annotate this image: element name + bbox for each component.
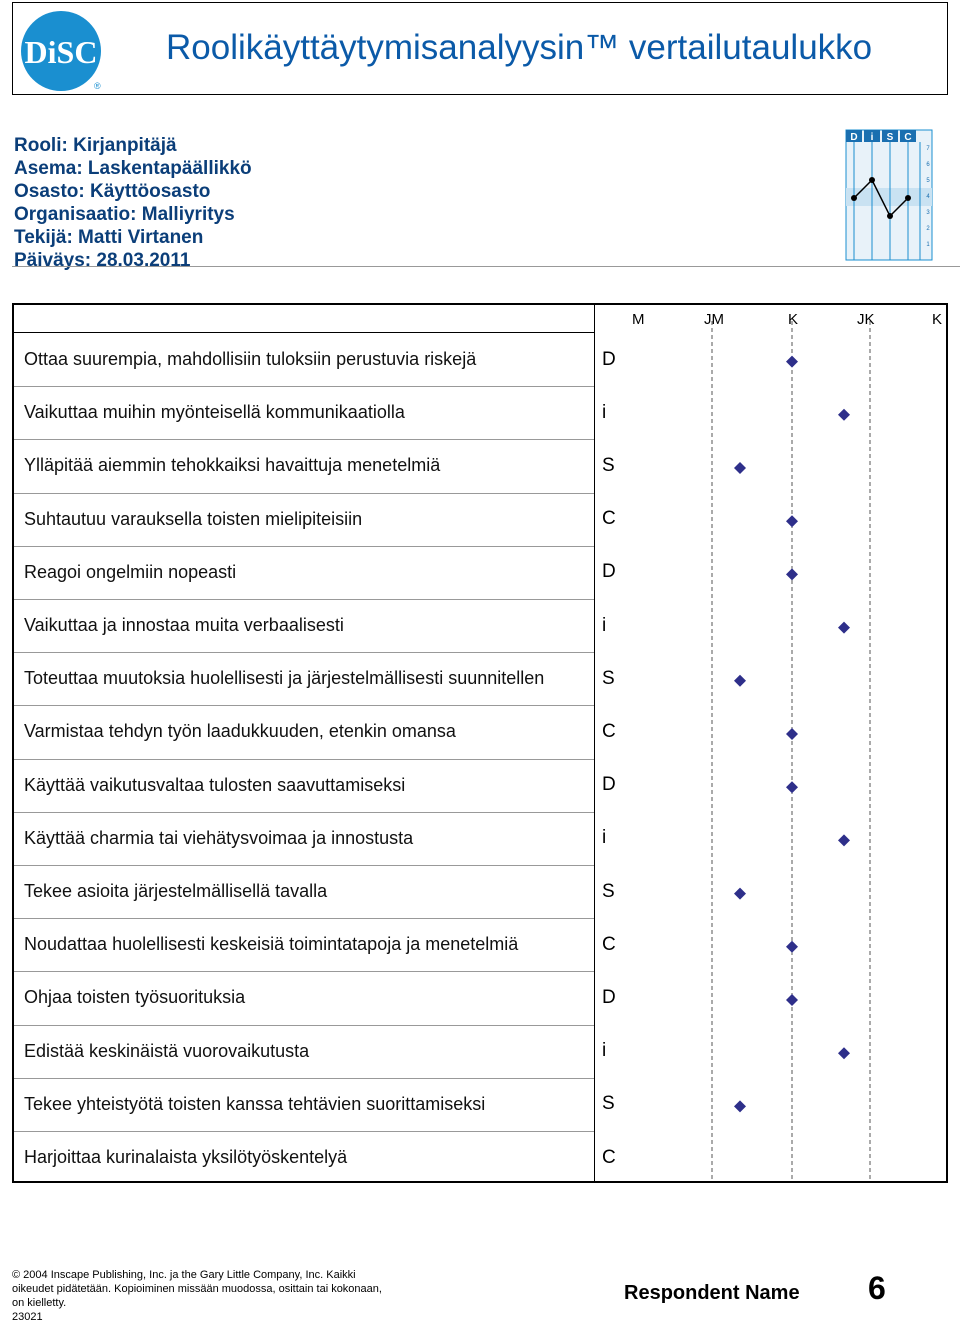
row-statement: Harjoittaa kurinalaista yksilötyöskentelyä <box>24 1147 348 1167</box>
table-row <box>14 759 616 812</box>
row-statement: Ylläpitää aiemmin tehokkaiksi havaittuja menetelmiä <box>24 455 441 476</box>
row-statement: Reagoi ongelmiin nopeasti <box>24 561 237 582</box>
department-line: Osasto: Käyttöosasto <box>14 181 211 202</box>
table-row <box>14 439 615 492</box>
row-disc-letter: D <box>602 774 616 796</box>
rating-marker <box>786 941 798 953</box>
row-disc-letter: D <box>602 986 616 1008</box>
rating-marker <box>838 834 850 846</box>
document-code: 23021 <box>12 1311 43 1323</box>
table-row <box>14 493 616 546</box>
rating-marker <box>786 994 798 1006</box>
table-row <box>14 705 616 758</box>
mini-scale-7: 7 <box>926 146 930 152</box>
copyright-text: © 2004 Inscape Publishing, Inc. ja the Gary Little Company, Inc. Kaikki oikeudet pidätetään. Kopioiminen missään muodossa, osittain tai kokonaan, on kielletty. <box>12 1269 382 1309</box>
copyright-note <box>12 1268 382 1324</box>
rating-marker <box>786 728 798 740</box>
row-disc-letter: S <box>602 1093 615 1115</box>
scale-label-k: K <box>788 311 799 328</box>
table-row <box>14 1078 615 1131</box>
scale-label-m: M <box>632 311 645 328</box>
respondent-name: Respondent Name <box>624 1282 800 1304</box>
author-line: Tekijä: Matti Virtanen <box>14 227 204 248</box>
row-statement: Vaikuttaa muihin myönteisellä kommunikaatiolla <box>24 402 405 423</box>
page-number: 6 <box>868 1270 886 1306</box>
row-disc-letter: C <box>602 933 616 955</box>
row-disc-letter: C <box>602 508 616 530</box>
row-statement: Käyttää vaikutusvaltaa tulosten saavuttamiseksi <box>24 774 406 795</box>
mini-scale-6: 6 <box>926 162 930 168</box>
row-disc-letter: S <box>602 454 615 476</box>
rating-marker <box>786 515 798 527</box>
row-disc-letter: i <box>602 401 607 423</box>
organization-line: Organisaatio: Malliyritys <box>14 204 235 225</box>
scale-label-jk: JK <box>857 311 875 328</box>
info-block <box>14 134 252 272</box>
mini-scale-1: 1 <box>926 242 930 248</box>
mini-disc-graph <box>842 128 934 262</box>
rating-marker <box>838 409 850 421</box>
row-statement: Suhtautuu varauksella toisten mielipiteisiin <box>24 508 363 529</box>
row-statement: Noudattaa huolellisesti keskeisiä toimintatapoja ja menetelmiä <box>24 934 519 955</box>
comparison-table <box>12 303 948 1183</box>
table-row <box>14 599 607 652</box>
mini-scale-4: 4 <box>926 194 930 200</box>
mini-scale-5: 5 <box>926 178 930 184</box>
table-row <box>14 812 607 865</box>
rating-marker <box>734 1100 746 1112</box>
rating-marker <box>838 1047 850 1059</box>
row-disc-letter: C <box>602 720 616 742</box>
scale-label-jm: JM <box>704 311 724 328</box>
row-disc-letter: i <box>602 1040 607 1062</box>
row-disc-letter: C <box>602 1146 616 1168</box>
logo-registered: ® <box>94 81 101 91</box>
table-row <box>14 333 616 386</box>
rating-marker <box>734 888 746 900</box>
row-statement: Tekee yhteistyötä toisten kanssa tehtävien suorittamiseksi <box>24 1093 486 1114</box>
logo-text: DiSC <box>24 34 98 70</box>
disc-logo <box>20 10 102 92</box>
mini-letter-s: S <box>886 132 894 143</box>
row-statement: Tekee asioita järjestelmällisellä tavalla <box>24 881 328 901</box>
row-disc-letter: S <box>602 880 615 902</box>
mini-scale-3: 3 <box>926 210 930 216</box>
row-disc-letter: i <box>602 827 607 849</box>
rating-marker <box>786 356 798 368</box>
mini-letter-d: D <box>850 132 858 143</box>
rating-marker <box>734 462 746 474</box>
date-line: Päiväys: 28.03.2011 <box>14 250 191 271</box>
table-row <box>14 918 616 971</box>
row-statement: Varmistaa tehdyn työn laadukkuuden, etenkin omansa <box>24 721 456 742</box>
page-title: Roolikäyttäytymisanalyysin™ vertailutaulukko <box>166 28 873 67</box>
table-row <box>14 1025 607 1078</box>
rating-marker <box>786 781 798 793</box>
row-disc-letter: D <box>602 348 616 370</box>
position-line: Asema: Laskentapäällikkö <box>14 158 252 179</box>
scale-label-k2: K <box>932 311 943 328</box>
mini-letter-i: i <box>870 132 874 143</box>
mini-scale-2: 2 <box>926 226 930 232</box>
table-row <box>14 1131 616 1184</box>
row-disc-letter: i <box>602 614 607 636</box>
rating-marker <box>734 675 746 687</box>
table-row <box>14 546 616 599</box>
row-statement: Vaikuttaa ja innostaa muita verbaalisesti <box>24 615 344 635</box>
row-statement: Käyttää charmia tai viehätysvoimaa ja innostusta <box>24 827 414 848</box>
role-line: Rooli: Kirjanpitäjä <box>14 135 177 156</box>
table-row <box>14 865 615 918</box>
rating-marker <box>838 622 850 634</box>
row-statement: Edistää keskinäistä vuorovaikutusta <box>24 1040 310 1061</box>
table-row <box>14 971 616 1024</box>
row-disc-letter: S <box>602 667 615 689</box>
table-row <box>14 652 615 705</box>
row-disc-letter: D <box>602 561 616 583</box>
table-row <box>14 386 607 439</box>
mini-letter-c: C <box>904 132 912 143</box>
row-statement: Toteuttaa muutoksia huolellisesti ja järjestelmällisesti suunnitellen <box>24 668 545 689</box>
row-statement: Ohjaa toisten työsuorituksia <box>24 987 246 1008</box>
rating-marker <box>786 568 798 580</box>
separator-line <box>12 266 960 267</box>
row-statement: Ottaa suurempia, mahdollisiin tuloksiin perustuvia riskejä <box>24 349 477 369</box>
